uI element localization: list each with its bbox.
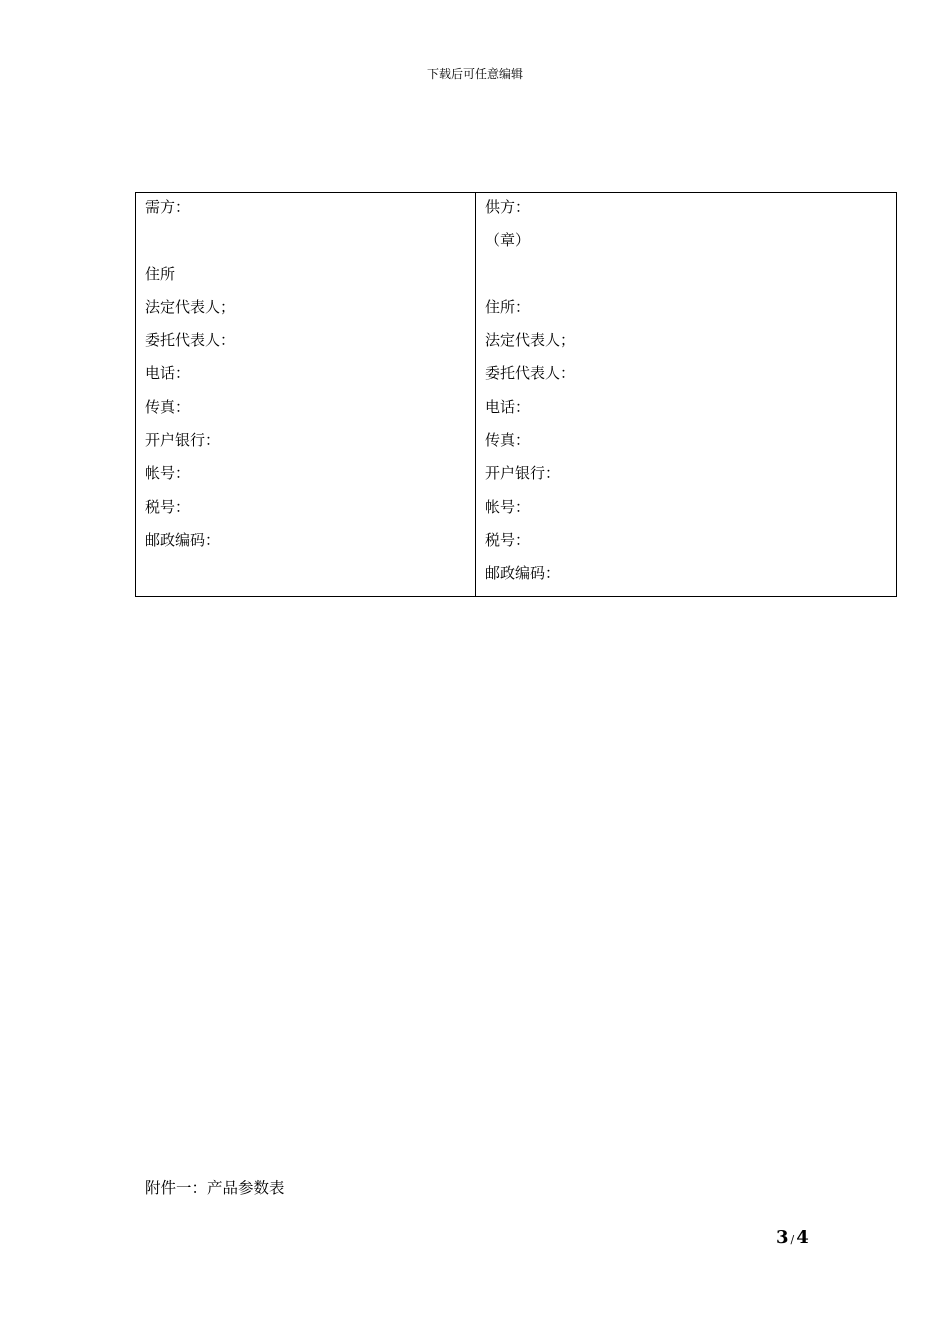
demand-side-cell bbox=[136, 193, 476, 597]
demand-phone-label: 电话： bbox=[145, 364, 191, 383]
supply-authorized-rep-label: 委托代表人： bbox=[485, 364, 576, 383]
demand-bank-label: 开户银行： bbox=[145, 431, 221, 450]
demand-tax-id-label: 税号： bbox=[145, 497, 191, 516]
page-header: 下载后可任意编辑 bbox=[426, 67, 523, 81]
demand-blank-line bbox=[145, 229, 475, 262]
page-number bbox=[776, 1227, 809, 1251]
demand-party-label: 需方： bbox=[145, 198, 191, 216]
supply-legal-rep-label: 法定代表人； bbox=[485, 331, 576, 350]
demand-account-label: 帐号： bbox=[145, 464, 191, 483]
signature-table bbox=[135, 192, 897, 597]
supply-bank-label: 开户银行： bbox=[485, 464, 561, 483]
page-number-separator: / bbox=[790, 1233, 795, 1246]
supply-party-label: 供方： bbox=[485, 198, 531, 216]
supply-phone-label: 电话： bbox=[485, 397, 531, 416]
supply-address-label: 住所： bbox=[485, 297, 531, 316]
supply-seal-label: （章） bbox=[485, 231, 531, 250]
demand-postcode-label: 邮政编码： bbox=[145, 530, 221, 549]
supply-postcode-label: 邮政编码： bbox=[485, 564, 561, 583]
supply-blank-line bbox=[485, 263, 896, 296]
supply-account-label: 帐号： bbox=[485, 497, 531, 516]
supply-tax-id-label: 税号： bbox=[485, 530, 531, 549]
demand-fax-label: 传真： bbox=[145, 397, 191, 416]
supply-side-cell bbox=[476, 193, 897, 597]
demand-authorized-rep-label: 委托代表人： bbox=[145, 331, 236, 350]
attachment-title: 附件一：产品参数表 bbox=[145, 1179, 285, 1197]
demand-address-label: 住所 bbox=[145, 264, 176, 283]
demand-legal-rep-label: 法定代表人； bbox=[145, 297, 236, 316]
page-number-total: 4 bbox=[796, 1227, 809, 1248]
page-number-current: 3 bbox=[776, 1227, 789, 1248]
supply-fax-label: 传真： bbox=[485, 431, 531, 450]
